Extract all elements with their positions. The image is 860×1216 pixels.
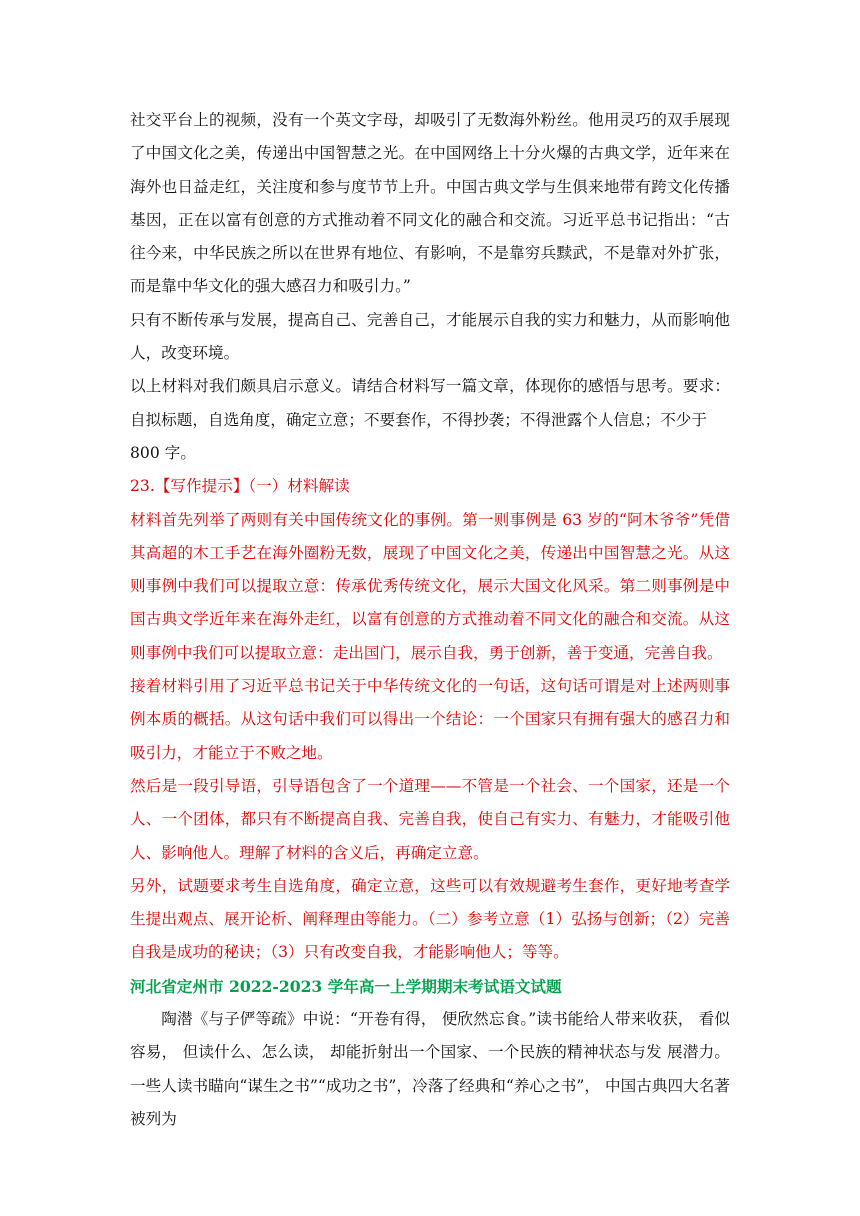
hint-paragraph-2: 接着材料引用了习近平总书记关于中华传统文化的一句话，这句话可谓是对上述两则事例本质的概括。从这句话中我们可以得出一个结论：一个国家只有拥有强大的感召力和吸引力，才能立于不败之地。 (130, 677, 730, 762)
hint-paragraph-3: 然后是一段引导语，引导语包含了一个道理——不管是一个社会、一个国家，还是一个人、一个团体，都只有不断提高自我、完善自我，使自己有实力、有魅力，才能吸引他人、影响他人。理解了材料的含义后，再确定立意。 (130, 776, 730, 862)
material-paragraph-1: 社交平台上的视频，没有一个英文字母，却吸引了无数海外粉丝。他用灵巧的双手展现了中国文化之美，传递出中国智慧之光。在中国网络上十分火爆的古典文学，近年来在海外也日益走红，关注度和参与度节节上升。中国古典文学与生俱来地带有跨文化传播基因，正在以富有创意的方式推动着不同文化的融合和交流。习近平总书记指出：“古往今来，中华民族之所以在世界有地位、有影响，不是靠穷兵黩武，不是靠对外扩张，而是靠中华文化的强大感召力和吸引力。” (130, 111, 730, 296)
hint-title: 23.【写作提示】（一）材料解读 (130, 477, 350, 496)
essay-requirement: 以上材料对我们颇具启示意义。请结合材料写一篇文章，体现你的感悟与思考。要求：自拟标题，自选角度，确定立意；不要套作，不得抄袭；不得泄露个人信息；不少于 (130, 377, 730, 429)
section-title: 河北省定州市 2022-2023 学年高一上学期期末考试语文试题 (130, 976, 562, 996)
material-paragraph-2: 只有不断传承与发展，提高自己、完善自己，才能展示自我的实力和魅力，从而影响他人，改变环境。 (130, 310, 730, 363)
word-count: 800 字。 (130, 443, 196, 462)
hint-paragraph-1: 材料首先列举了两则有关中国传统文化的事例。第一则事例是 63 岁的“阿木爷爷”凭借其高超的木工手艺在海外圈粉无数，展现了中国文化之美，传递出中国智慧之光。从这则事例中我们可以提取立意：传承优秀传统文化，展示大国文化风采。第二则事例是中国古典文学近年来在海外走红，以富有创意的方式推动着不同文化的融合和交流。从这则事例中我们可以提取立意：走出国门，展示自我，勇于创新，善于变通，完善自我。 (130, 510, 730, 662)
reading-paragraph: 陶潜《与子俨等疏》中说：“开卷有得， 便欣然忘食。”读书能给人带来收获， 看似容易， 但读什么、怎么读， 却能折射出一个国家、一个民族的精神状态与发 展潜力。一些人读书瞄向“谋生之书”“成功之书”，冷落了经典和“养心之书”， 中国古典四大名著被列为 (130, 1010, 730, 1128)
hint-paragraph-4: 另外，试题要求考生自选角度，确定立意，这些可以有效规避考生套作，更好地考查学生提出观点、展开论析、阐释理由等能力。（二）参考立意（1）弘扬与创新；（2）完善自我是成功的秘诀；（3）只有改变自我，才能影响他人；等等。 (130, 876, 730, 962)
document-page (130, 104, 730, 1136)
